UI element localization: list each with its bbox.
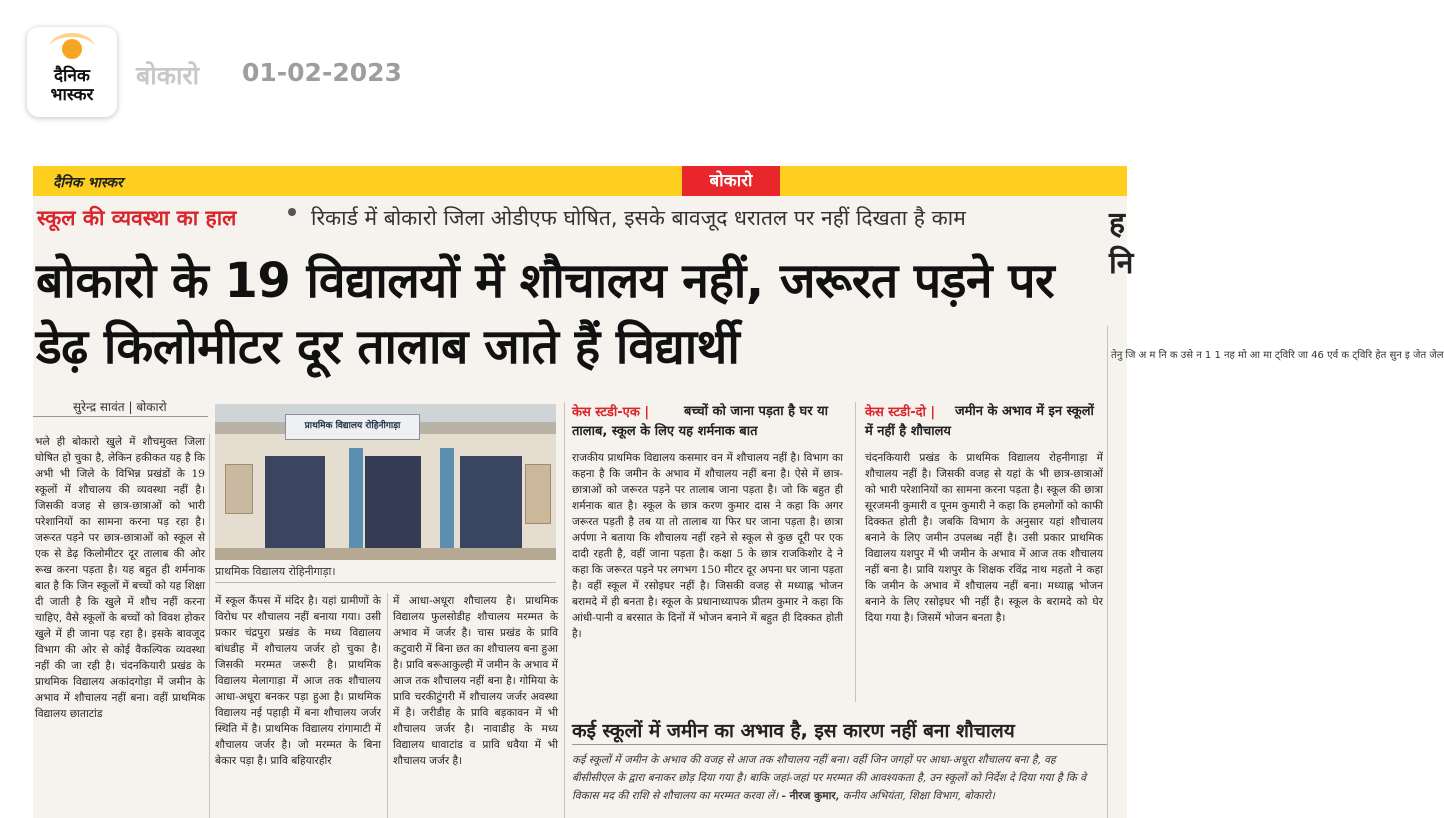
article-column-3: में आधा-अधूरा शौचालय है। प्राथमिक विद्यालय फुलसोडीह शौचालय मरम्मत के अभाव में जर्जर है। चास प्रखंड के प्रावि कटुवारी में बिना छत का शौचालय बना हुआ है। प्रावि बरूआकुल्ही में जमीन के अभाव में आज तक शौचालय नहीं बना है। गोमिया के प्रावि चरकीटुंगरी में शौचालय जर्जर अवस्था में है। जरीडीह के प्रावि बड़कावन में भी शौचालय जर्जर है। नावाडीह के मध्य विद्यालय धावाटांड व प्रावि धवैया में भी शौचालय जर्जर है। [393, 595, 558, 767]
official-quote [572, 751, 1097, 805]
newspaper-clipping [33, 166, 1444, 818]
caption-rule [215, 582, 556, 583]
case-study-2-title: जमीन के अभाव में इन स्कूलों में नहीं है शौचालय [865, 404, 1094, 439]
masthead-city-badge: बोकारो [682, 166, 780, 196]
case-study-1-body: राजकीय प्राथमिक विद्यालय कसमार वन में शौचालय नहीं है। विभाग का कहना है कि जमीन के अभाव में शौचालय नहीं बना है। ऐसे में छात्र-छात्राओं को जरूरत पड़ने पर तालाब जाना पड़ता है। जो कि बहुत ही शर्मनाक बात है। स्कूल के छात्र करण कुमार दास ने कहा कि अगर जरूरत पड़ती है तब या तो तालाब या फिर घर जाना पड़ता है। छात्रा अर्पणा ने बताया कि शौचालय नहीं रहने से स्कूल से कुछ दूरी पर एक दादी रहती है, वहीं जाना पड़ता है। कक्षा 5 के छात्र राजकिशोर दे ने कहा कि जरूरत पड़ने पर लगभग 150 मीटर दूर अपना घर जाना पड़ता है। वहीं स्कूल में रसोइघर नहीं है। जिसकी वजह से मध्याह्न भोजन बरामदे में ही बनता है। स्कूल के प्रधानाध्यापक प्रीतम कुमार ने कहा कि आंधी-पानी व बरसात के दिनों में भोजन बनाने में बहुत ही दिक्कत होती है। [572, 452, 843, 640]
column-divider [855, 402, 856, 702]
photo-board-right [525, 464, 551, 524]
case-study-2-body: चंदनकियारी प्रखंड के प्राथमिक विद्यालय रोहनीगाड़ा में शौचालय नहीं है। जिसकी वजह से यहां के भी छात्र-छात्राओं को भारी परेशानियों का सामना करना पड़ता है। स्कूल की छात्रा सूरजमनी कुमारी व पूनम कुमारी ने कहा कि हमलोगों को काफी दिक्कत होती है। जबकि विभाग के अनुसार यहां शौचालय बनाने के लिए जमीन उपलब्ध नहीं है। उसी प्रकार प्राथमिक विद्यालय यशपुर में भी जमीन के अभाव में आज तक शौचालय नहीं बना है। प्रावि यशपुर के शिक्षक रविंद्र नाथ महतो ने कहा कि जमीन के अभाव में शौचालय नहीं बना। मध्याह्न भोजन बनाने के लिए रसोइघर भी नहीं है। स्कूल के बरामदे को घेर दिया गया है। जिसमें भोजन बनता है। [865, 452, 1103, 624]
headline: बोकारो के 19 विद्यालयों में शौचालय नहीं, जरूरत पड़ने पर डेढ़ किलोमीटर दूर तालाब जाते हैं विद्यार्थी [36, 253, 1055, 375]
case-study-2-tag: केस स्टडी-दो | [865, 405, 936, 420]
school-photo [215, 404, 556, 560]
kicker: स्कूल की व्यवस्था का हाल [37, 206, 237, 230]
column-divider [1107, 326, 1108, 818]
masthead-bar [33, 166, 1127, 196]
edition-date: 01-02-2023 [242, 58, 402, 87]
school-sign: प्राथमिक विद्यालय रोहिनीगाड़ा [285, 414, 420, 440]
next-article-column: तेनु जि अ म नि क उसे न 1 1 नह मो आ मा ट्विरि जा 46 एर्व क ट्विरि हेत सुन इ जेत जेल [1111, 350, 1444, 361]
column-divider [564, 402, 565, 818]
photo-door-1 [265, 456, 325, 560]
deck-line: रिकार्ड में बोकारो जिला ओडीएफ घोषित, इसके बावजूद धरातल पर नहीं दिखता है काम [311, 206, 966, 230]
next-article-head: ह नि [1109, 206, 1134, 281]
sun-icon [62, 39, 82, 59]
byline: सुरेन्द्र सावंत | बोकारो [73, 400, 167, 414]
quote-role: कनीय अभियंता, शिक्षा विभाग, बोकारो। [842, 790, 995, 802]
bullet-dot-icon [288, 208, 296, 216]
case-study-1-tag: केस स्टडी-एक | [572, 405, 650, 420]
photo-pillar-2 [440, 448, 454, 560]
photo-pillar-1 [349, 448, 363, 560]
column-divider [209, 434, 210, 818]
photo-door-3 [460, 456, 522, 560]
sub-headline: कई स्कूलों में जमीन का अभाव है, इस कारण नहीं बना शौचालय [572, 720, 1015, 742]
article-column-2: में स्कूल कैंपस में मंदिर है। यहां ग्रामीणों के विरोध पर शौचालय नहीं बनाया गया। उसी प्रकार चंद्रपुरा प्रखंड के मध्य विद्यालय बांधडीह में शौचालय जर्जर हो चुका है। जिसकी मरम्मत जरूरी है। प्राथमिक विद्यालय मेलागाड़ा में आज तक शौचालय आधा-अधूरा बनकर पड़ा हुआ है। प्राथमिक विद्यालय नई पहाड़ी में बना शौचालय जर्जर स्थिति में है। प्राथमिक विद्यालय रांगामाटी में शौचालय जर्जर है। जो मरम्मत के बिना बेकार पड़ा है। प्रावि बहियारहीर [215, 595, 381, 767]
photo-floor [215, 548, 556, 560]
quote-author: - नीरज कुमार, [781, 790, 840, 802]
sub-headline-rule [572, 744, 1107, 745]
column-divider [387, 593, 388, 818]
photo-caption: प्राथमिक विद्यालय रोहिनीगाड़ा। [215, 565, 336, 578]
app-header [0, 0, 1127, 160]
logo-line1: दैनिक [54, 66, 90, 86]
photo-board-left [225, 464, 253, 514]
logo-line2: भास्कर [50, 85, 94, 105]
article-column-1: भले ही बोकारो खुले में शौचमुक्त जिला घोषित हो चुका है, लेकिन हकीकत यह है कि अभी भी जिले के विभिन्न प्रखंडों के 19 स्कूलों में शौचालय की व्यवस्था नहीं है। जिसकी वजह से छात्र-छात्राओं को भारी परेशानियों का सामना करना पड़ रहा है। जरूरत पड़ने पर छात्र-छात्राओं को स्कूल से एक से डेढ़ किलोमीटर दूर तालाब की ओर रूख करना पड़ता है। यह बहुत ही शर्मनाक बात है कि जिन स्कूलों में बच्चों को यह शिक्षा दी जाती है कि खुले में शौच नहीं करना चाहिए, वैसे स्कूलों के बच्चों को विवश होकर खुले में ही जाना पड़ रहा है। इसके बावजूद विभाग की ओर से कोई वैकल्पिक व्यवस्था नहीं की जा रही है। चंदनकियारी प्रखंड के प्राथमिक विद्यालय अकांदगोड़ा में जमीन के अभाव में शौचालय नहीं बना। वहीं प्राथमिक विद्यालय छाताटांड [35, 436, 205, 720]
byline-rule [33, 416, 208, 417]
masthead-name: दैनिक भास्कर [53, 175, 123, 191]
dainik-bhaskar-logo[interactable] [27, 27, 117, 117]
case-study-1-title: बच्चों को जाना पड़ता है घर या तालाब, स्कूल के लिए यह शर्मनाक बात [572, 404, 828, 439]
edition-city: बोकारो [136, 61, 200, 90]
quote-text: कई स्कूलों में जमीन के अभाव की वजह से आज तक शौचालय नहीं बना। वहीं जिन जगहों पर आधा-अधूरा शौचालय बना है, वह बीसीसीएल के द्वारा बनाकर छोड़ दिया गया है। बाकि जहां-जहां पर मरम्मत की आवश्यकता है, उन स्कूलों को निर्देश दे दिया गया है कि वे विकास मद की राशि से शौचालय का मरम्मत करवा लें। [572, 754, 1086, 802]
photo-door-2 [365, 456, 421, 560]
